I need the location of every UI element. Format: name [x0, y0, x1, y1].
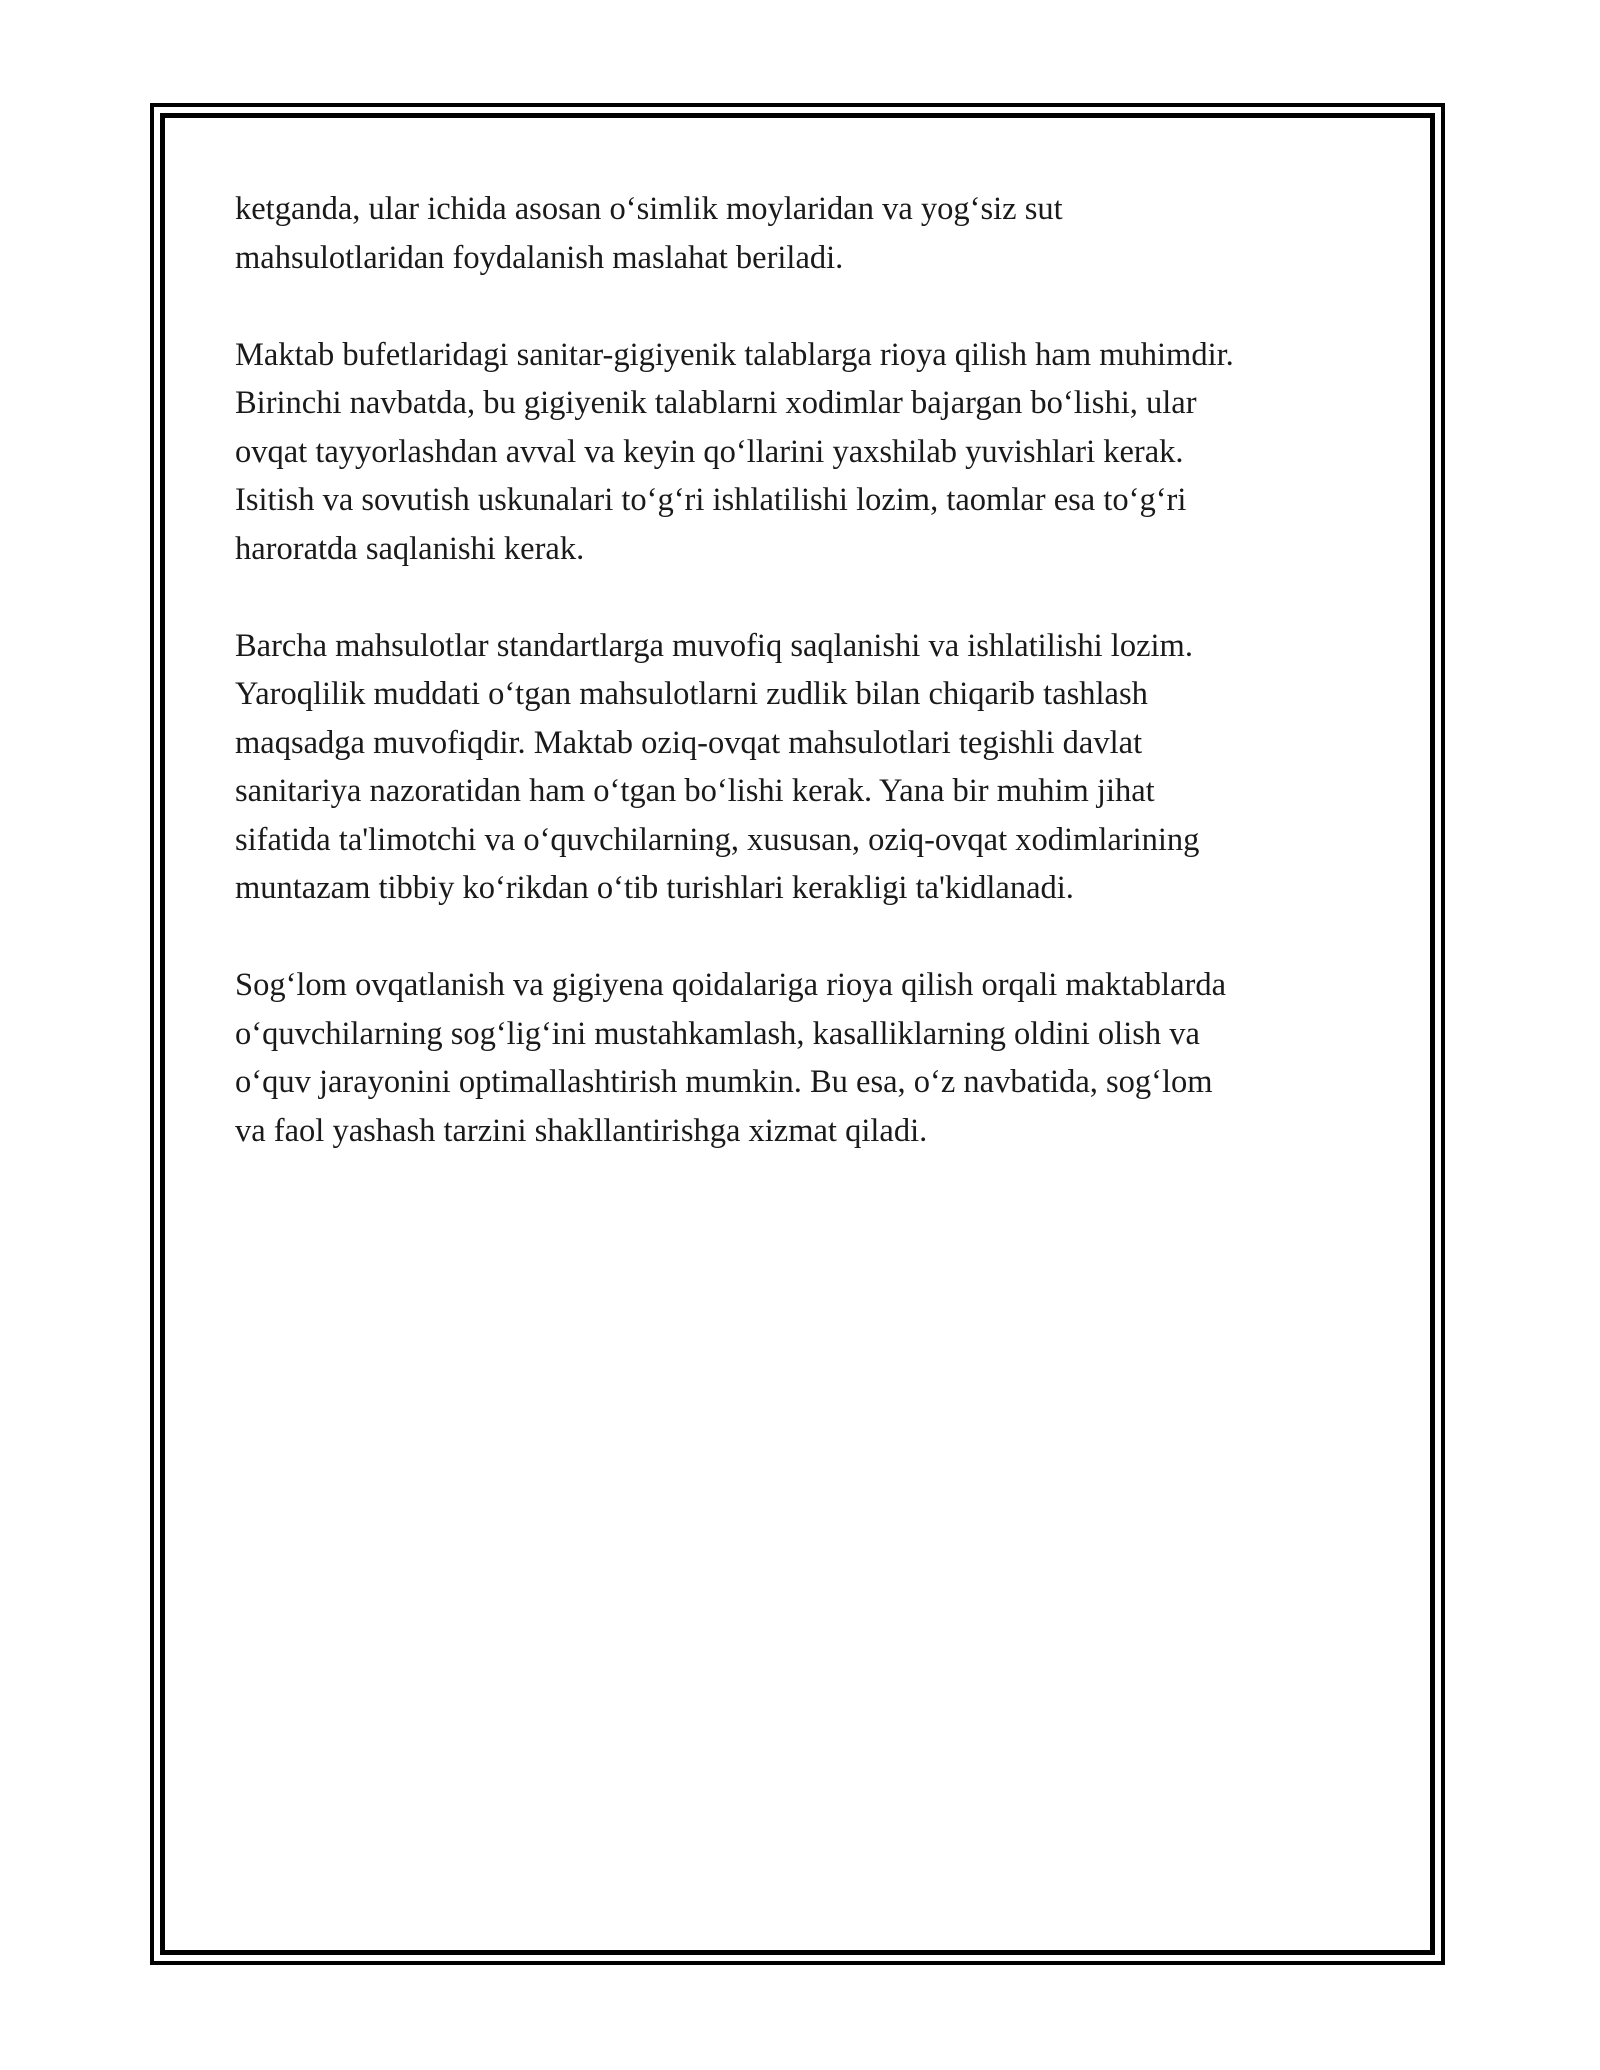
- text-line: va faol yashash tarzini shakllantirishga xizmat qiladi.: [235, 1112, 928, 1149]
- text-line: o‘quv jarayonini optimallashtirish mumkin. Bu esa, o‘z navbatida, sog‘lom: [235, 1064, 1213, 1100]
- paragraph-2: [235, 331, 1385, 574]
- paragraph-1: [235, 185, 1385, 282]
- text-line: o‘quvchilarning sog‘lig‘ini mustahkamlash, kasalliklarning oldini olish va: [235, 1015, 1200, 1052]
- text-line: haroratda saqlanishi kerak.: [235, 530, 585, 567]
- text-line: Maktab bufetlaridagi sanitar-gigiyenik talablarga rioya qilish ham muhimdir.: [235, 336, 1234, 373]
- paragraph-3: [235, 622, 1385, 913]
- text-line: sifatida ta'limotchi va o‘quvchilarning, xususan, oziq-ovqat xodimlarining: [235, 821, 1200, 858]
- text-line: Barcha mahsulotlar standartlarga muvofiq saqlanishi va ishlatilishi lozim.: [235, 627, 1193, 664]
- text-line: ketganda, ular ichida asosan o‘simlik moylaridan va yog‘siz sut: [235, 191, 1063, 227]
- text-line: Birinchi navbatda, bu gigiyenik talablarni xodimlar bajargan bo‘lishi, ular: [235, 385, 1197, 421]
- text-line: Sog‘lom ovqatlanish va gigiyena qoidalariga rioya qilish orqali maktablarda: [235, 967, 1226, 1003]
- text-line: Isitish va sovutish uskunalari to‘g‘ri ishlatilishi lozim, taomlar esa to‘g‘ri: [235, 482, 1187, 518]
- document-body: [235, 185, 1385, 1204]
- paragraph-4: [235, 961, 1385, 1155]
- text-line: Yaroqlilik muddati o‘tgan mahsulotlarni zudlik bilan chiqarib tashlash: [235, 676, 1148, 712]
- text-line: maqsadga muvofiqdir. Maktab oziq-ovqat mahsulotlari tegishli davlat: [235, 724, 1143, 761]
- text-line: sanitariya nazoratidan ham o‘tgan bo‘lishi kerak. Yana bir muhim jihat: [235, 773, 1155, 809]
- text-line: mahsulotlaridan foydalanish maslahat beriladi.: [235, 239, 844, 276]
- text-line: ovqat tayyorlashdan avval va keyin qo‘llarini yaxshilab yuvishlari kerak.: [235, 433, 1184, 470]
- text-line: muntazam tibbiy ko‘rikdan o‘tib turishlari kerakligi ta'kidlanadi.: [235, 870, 1074, 906]
